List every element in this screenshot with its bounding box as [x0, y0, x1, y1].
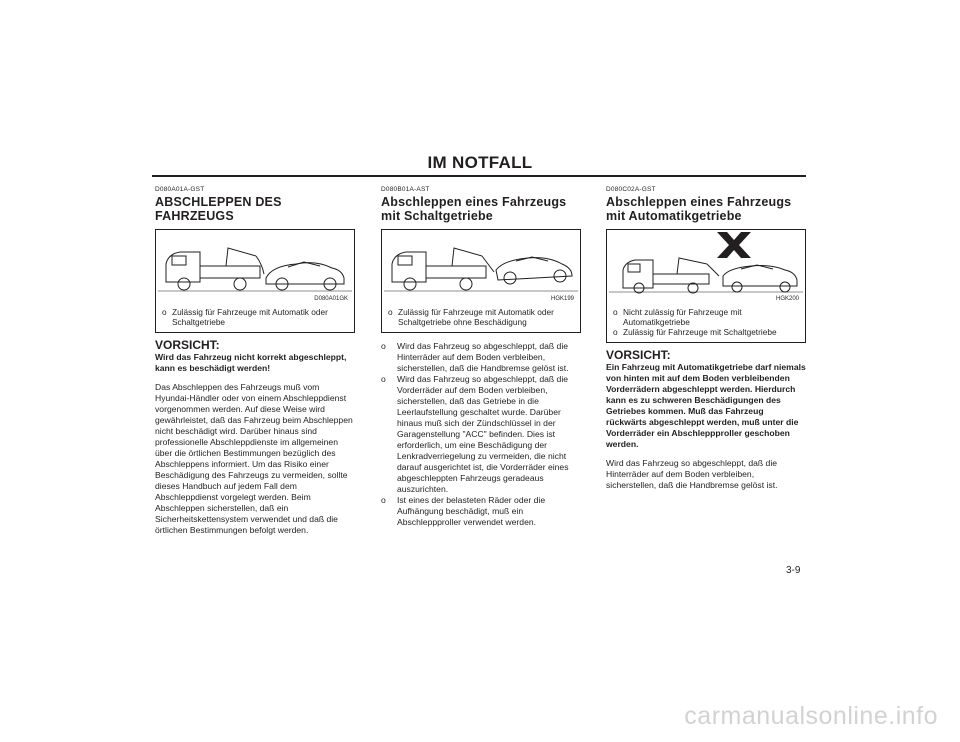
warning-heading: VORSICHT: — [155, 338, 220, 352]
figure-caption — [607, 304, 805, 342]
tow-truck-illustration — [607, 230, 805, 294]
bullet-marker: o — [613, 327, 618, 337]
section-towing-vehicle — [155, 186, 355, 536]
warning-heading: VORSICHT: — [606, 348, 671, 362]
caption-item: o Zulässig für Fahrzeuge mit Schaltgetriebe — [613, 327, 777, 337]
figure-caption — [156, 304, 354, 332]
page-title: IM NOTFALL — [427, 153, 533, 172]
figure-code: D080A01GK — [314, 296, 348, 302]
caption-item: o Nicht zulässig für Fahrzeuge mit Automatikgetriebe — [613, 307, 742, 327]
figure-box — [606, 229, 806, 343]
figure-box — [155, 229, 355, 333]
list-item: o Wird das Fahrzeug so abgeschleppt, daß die Vorderräder auf dem Boden verbleiben, sicherstellen, daß das Getriebe in die Leerlaufstellung geschaltet wurde. Darüber hinaus muß sich der Zündschlüssel in der Garagenstellung "ACC" befinden. Dies ist erforderlich, um eine Beschädigung der Lenkradverriegelung zu vermeiden, die nicht darauf ausgerichtet ist, die Vorderräder eines abgeschleppten Fahrzeugs geradeaus auszurichten. — [381, 374, 569, 494]
bullet-marker: o — [381, 495, 386, 505]
warning-text: Ein Fahrzeug mit Automatikgetriebe darf niemals von hinten mit auf dem Boden verbleibenden Vorderrädern abgeschleppt werden. Hierdurch kann es zu schweren Beschädigungen des Getriebes kommen. Muß das Fahrzeug rückwärts abgeschleppt werden, muß unter die Vorderräder ein Abschleppproller geschoben werden. — [606, 362, 806, 449]
section-automatic-transmission — [606, 186, 806, 491]
prohibited-cross-icon — [717, 232, 751, 258]
bullet-marker: o — [381, 374, 386, 384]
section-code: D080A01A-GST — [155, 186, 205, 193]
header-rule — [152, 175, 806, 177]
section-code: D080C02A-GST — [606, 186, 656, 193]
section-code: D080B01A-AST — [381, 186, 430, 193]
caption-item: o Zulässig für Fahrzeuge mit Automatik oder Schaltgetriebe ohne Beschädigung — [388, 307, 554, 327]
bullet-marker: o — [162, 307, 167, 317]
bullet-marker: o — [381, 341, 386, 351]
tow-truck-illustration — [382, 230, 580, 294]
list-item: o Ist eines der belasteten Räder oder die Aufhängung beschädigt, muß ein Abschleppproller verwendet werden. — [381, 495, 546, 527]
figure-code: HGK199 — [550, 296, 574, 302]
bullet-marker: o — [388, 307, 393, 317]
list-item: o Wird das Fahrzeug so abgeschleppt, daß die Hinterräder auf dem Boden verbleiben, sicherstellen, daß die Handbremse gelöst ist. — [381, 341, 569, 373]
bullet-list — [381, 341, 581, 528]
section-title: ABSCHLEPPEN DES FAHRZEUGS — [155, 195, 282, 223]
watermark: carmanualsonline.info — [684, 702, 938, 730]
figure-box — [381, 229, 581, 333]
bullet-marker: o — [613, 307, 618, 317]
caption-item: o Zulässig für Fahrzeuge mit Automatik oder Schaltgetriebe — [162, 307, 328, 327]
section-manual-transmission — [381, 186, 581, 528]
tow-truck-illustration — [156, 230, 354, 294]
figure-caption — [382, 304, 580, 332]
section-title: Abschleppen eines Fahrzeugs mit Schaltgetriebe — [381, 195, 567, 223]
section-title: Abschleppen eines Fahrzeugs mit Automatikgetriebe — [606, 195, 792, 223]
body-paragraph: Das Abschleppen des Fahrzeugs muß vom Hyundai-Händler oder von einem Abschleppdienst vorgenommen werden. Auf diese Weise wird gewährleistet, daß das Fahrzeug beim Abschleppen nicht beschädigt wird. Darüber hinaus sind professionelle Abschleppdienste im allgemeinen über die örtlichen Bestimmungen bezüglich des Abschleppens informiert. Um das Risiko einer Beschädigung des Fahrzeugs zu vermeiden, sollte dieses Handbuch auf jedem Fall dem Abschleppdienst vorgelegt werden. Beim Abschleppen sicherstellen, daß ein Sicherheitskettensystem verwendet und daß die örtlichen Bestimmungen befolgt werden. — [155, 382, 353, 535]
page-number: 3-9 — [786, 565, 801, 576]
figure-code: HGK200 — [775, 296, 799, 302]
body-paragraph: Wird das Fahrzeug so abgeschleppt, daß die Hinterräder auf dem Boden verbleiben, sicherstellen, daß die Handbremse gelöst ist. — [606, 458, 778, 490]
warning-text: Wird das Fahrzeug nicht korrekt abgeschleppt, kann es beschädigt werden! — [155, 352, 347, 373]
